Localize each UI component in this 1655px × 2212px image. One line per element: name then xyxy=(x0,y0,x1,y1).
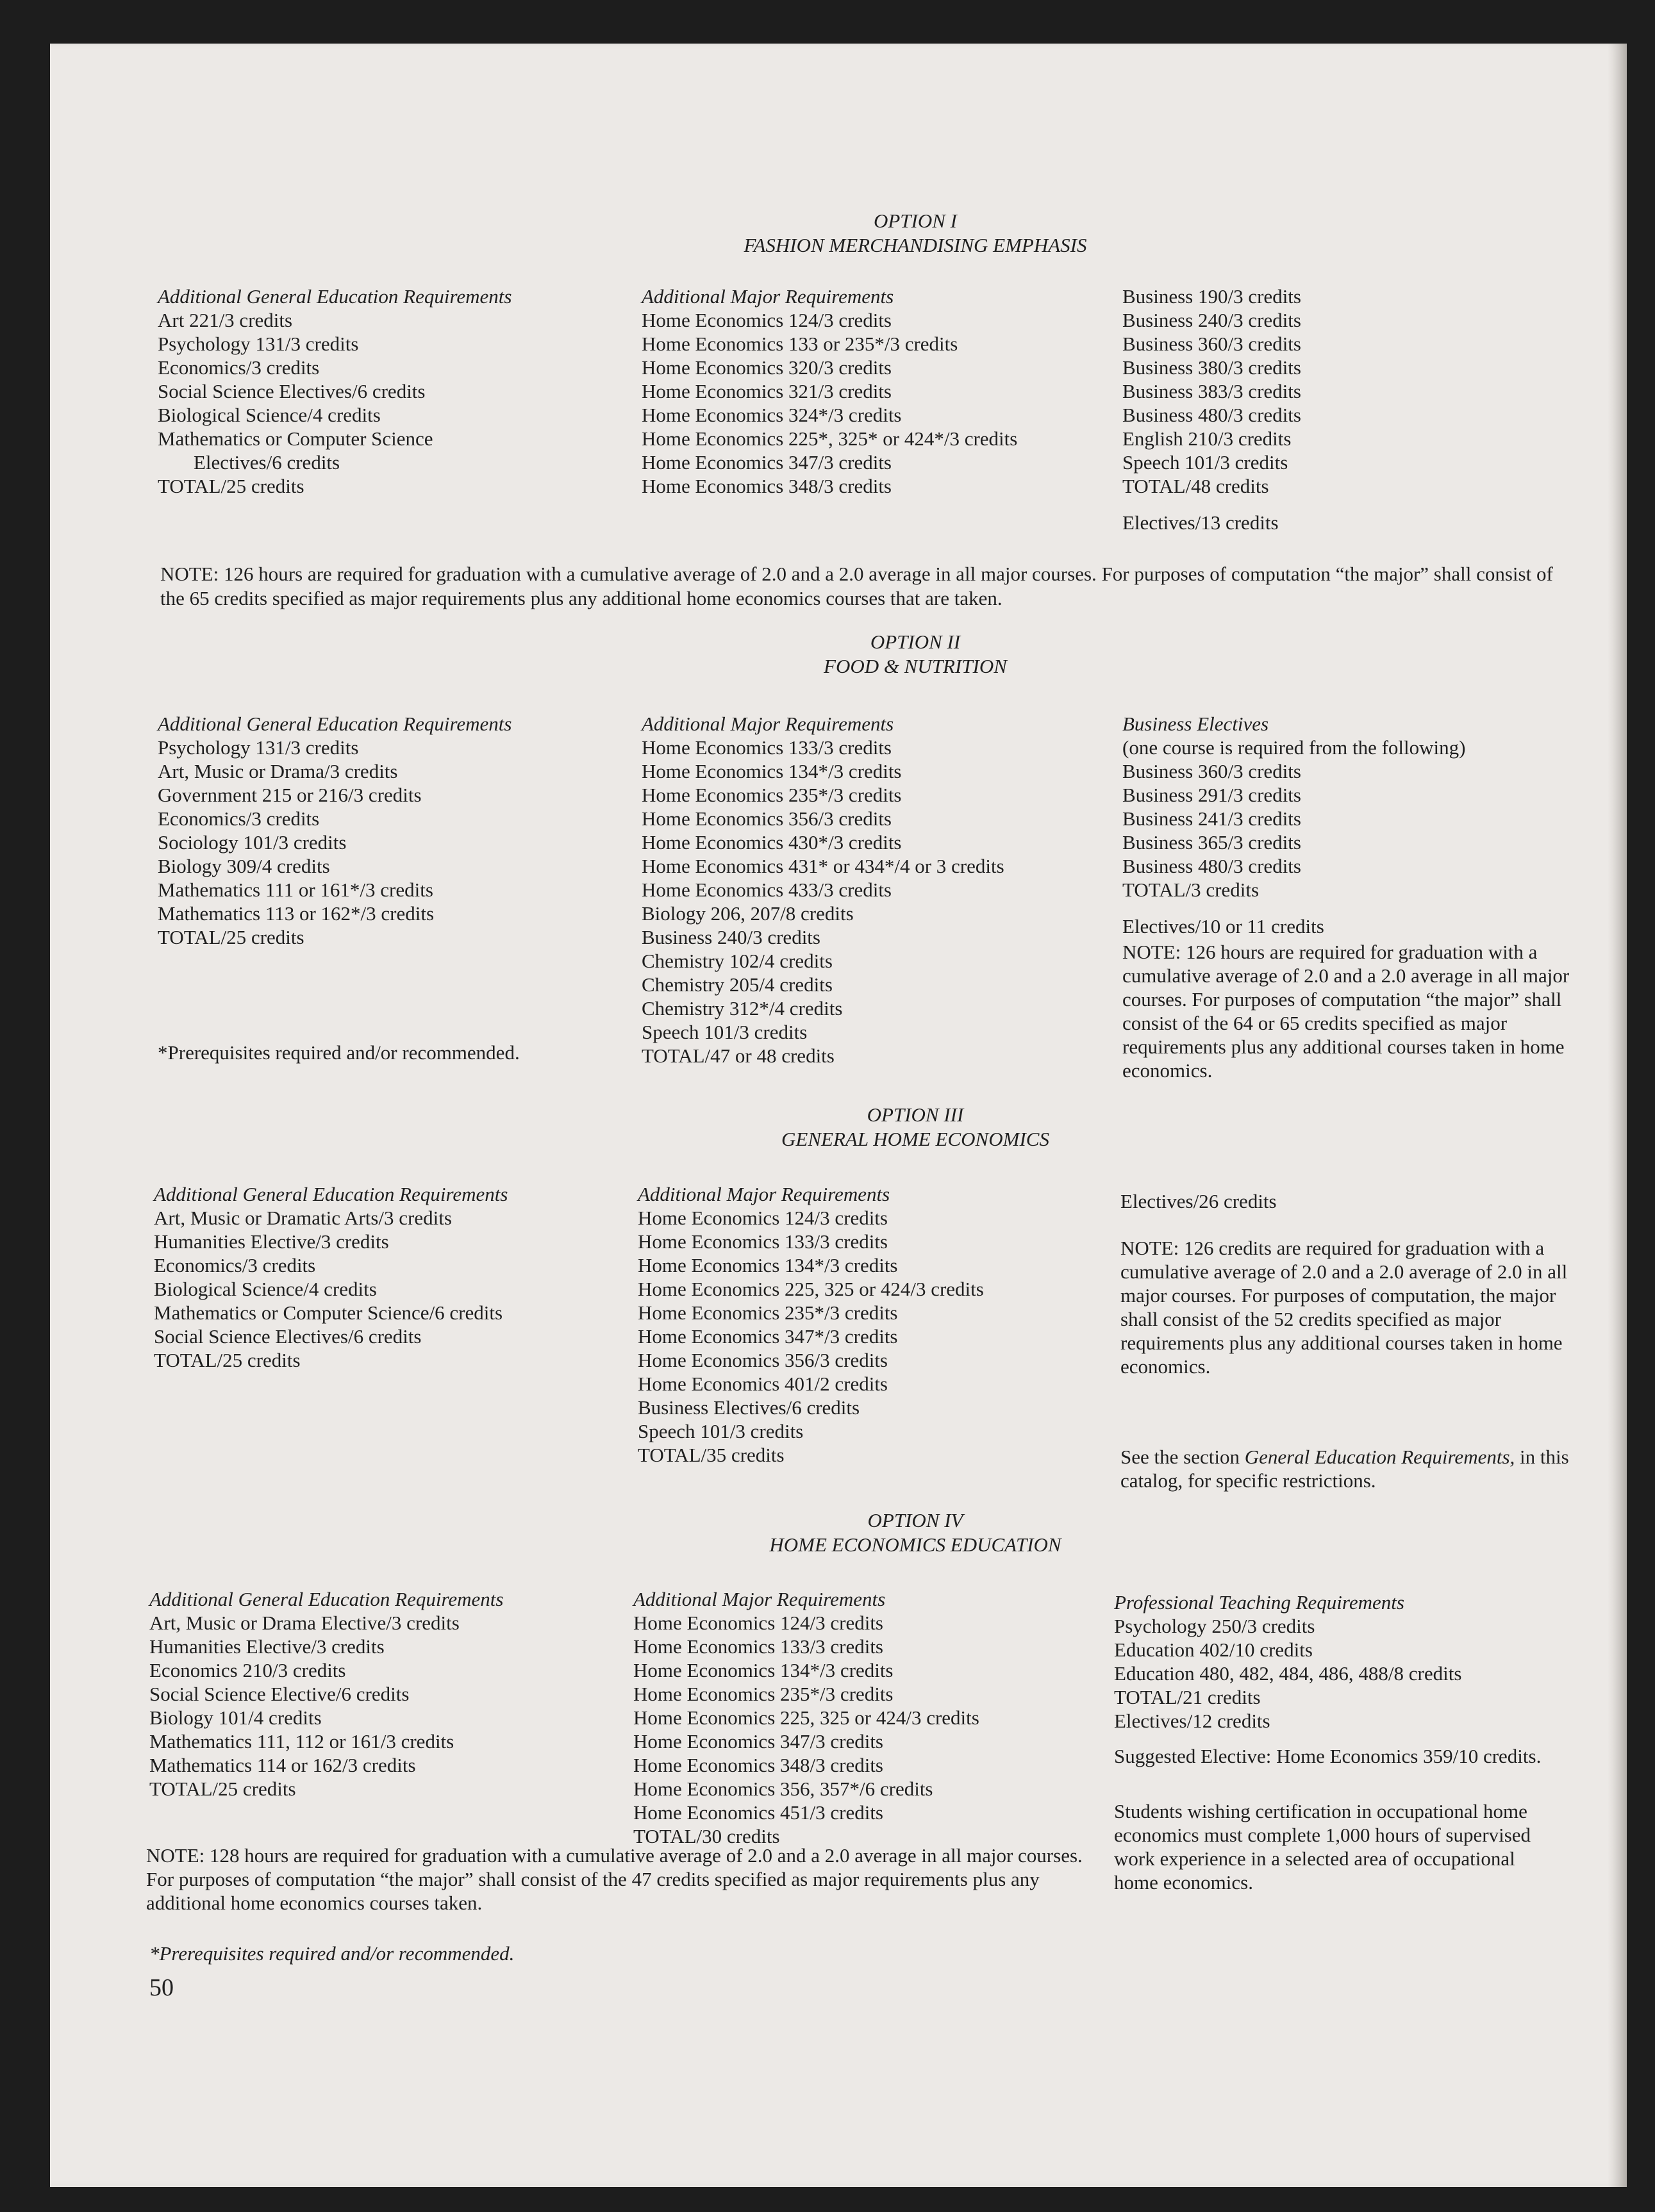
list-item: Home Economics 347*/3 credits xyxy=(638,1325,898,1348)
list-item: Home Economics 133/3 credits xyxy=(642,736,892,759)
list-item: Business 240/3 credits xyxy=(642,926,820,948)
option3-see-section xyxy=(1120,1445,1582,1492)
list-item: Economics/3 credits xyxy=(158,807,320,830)
list-item: Biology 101/4 credits xyxy=(149,1706,322,1729)
list-item: Economics/3 credits xyxy=(154,1254,316,1276)
list-item: Business Electives/6 credits xyxy=(638,1396,860,1419)
col-heading: Additional General Education Requirements xyxy=(158,285,512,308)
option3-heading xyxy=(627,1103,1204,1151)
list-item: TOTAL/25 credits xyxy=(154,1349,301,1371)
col-heading: Additional Major Requirements xyxy=(633,1588,886,1610)
list-item: Home Economics 124/3 credits xyxy=(638,1207,888,1229)
list-item: Chemistry 205/4 credits xyxy=(642,973,833,996)
list-item: Home Economics 225, 325 or 424/3 credits xyxy=(638,1278,984,1300)
list-item: TOTAL/25 credits xyxy=(149,1778,296,1800)
list-item: Business 241/3 credits xyxy=(1122,807,1301,830)
list-item: Home Economics 133/3 credits xyxy=(638,1230,888,1253)
list-item: Business 360/3 credits xyxy=(1122,760,1301,782)
list-item: Speech 101/3 credits xyxy=(638,1420,804,1442)
list-item: English 210/3 credits xyxy=(1122,427,1292,450)
list-item: Mathematics or Computer Science/6 credits xyxy=(154,1301,503,1324)
list-item: Social Science Electives/6 credits xyxy=(154,1325,422,1348)
footnote: *Prerequisites required and/or recommended. xyxy=(149,1942,515,1965)
option2-col2 xyxy=(642,712,1004,1068)
list-item: Home Economics 134*/3 credits xyxy=(638,1254,898,1276)
option-title: HOME ECONOMICS EDUCATION xyxy=(769,1533,1061,1556)
option2-note: NOTE: 126 hours are required for graduation with a cumulative average of 2.0 and a 2.0 average in all major courses. For purposes of computation “the major” shall consist of the 64 or 65 credits specified as major requirements plus any additional courses taken in home economics. xyxy=(1122,941,1570,1082)
col-heading: Additional General Education Requirements xyxy=(158,713,512,735)
list-item: TOTAL/30 credits xyxy=(633,1825,780,1847)
col-heading: Additional General Education Requirements xyxy=(149,1588,504,1610)
catalog-page xyxy=(50,44,1627,2187)
list-item: TOTAL/25 credits xyxy=(158,475,304,497)
col-heading: Additional Major Requirements xyxy=(638,1183,890,1205)
option3-note: NOTE: 126 credits are required for graduation with a cumulative average of 2.0 and a 2.0 average of 2.0 in all major courses. For purposes of computation, the major shall consist of the 52 credits specified as major requirements plus any additional courses taken in home economics. xyxy=(1120,1237,1568,1378)
option4-heading xyxy=(627,1508,1204,1557)
option4-certification-note: Students wishing certification in occupational home economics must complete 1,000 hours of supervised work experience in a selected area of occupational home economics. xyxy=(1114,1800,1531,1894)
list-item: TOTAL/25 credits xyxy=(158,926,304,948)
list-item: Business 240/3 credits xyxy=(1122,309,1301,331)
option1-note: NOTE: 126 hours are required for graduation with a cumulative average of 2.0 and a 2.0 average in all major courses. For purposes of computation “the major” shall consist of the 65 credits specified as major requirements plus any additional home economics courses that are taken. xyxy=(160,563,1553,609)
list-item: Home Economics 134*/3 credits xyxy=(642,760,902,782)
list-item: Biology 206, 207/8 credits xyxy=(642,902,854,925)
list-item: Mathematics or Computer Science xyxy=(158,427,433,450)
list-item: TOTAL/21 credits xyxy=(1114,1686,1261,1708)
option1-heading xyxy=(627,209,1204,258)
list-item: Home Economics 235*/3 credits xyxy=(642,784,902,806)
option1-col2 xyxy=(642,285,1017,498)
electives: Electives/10 or 11 credits xyxy=(1122,915,1324,937)
list-item: Government 215 or 216/3 credits xyxy=(158,784,422,806)
list-item: Social Science Elective/6 credits xyxy=(149,1683,410,1705)
list-item: Home Economics 430*/3 credits xyxy=(642,831,902,854)
col-heading: Additional Major Requirements xyxy=(642,285,894,308)
list-item: Psychology 250/3 credits xyxy=(1114,1615,1315,1637)
option2-footnote: *Prerequisites required and/or recommended. xyxy=(158,1041,520,1064)
option-label: OPTION III xyxy=(867,1103,964,1126)
list-item: Speech 101/3 credits xyxy=(642,1021,808,1043)
list-item: Home Economics 134*/3 credits xyxy=(633,1659,894,1681)
list-item: Home Economics 225*, 325* or 424*/3 credits xyxy=(642,427,1018,450)
list-item: Home Economics 324*/3 credits xyxy=(642,404,902,426)
list-item: Biological Science/4 credits xyxy=(158,404,381,426)
list-item: Humanities Elective/3 credits xyxy=(149,1635,385,1658)
list-item: Mathematics 114 or 162/3 credits xyxy=(149,1754,416,1776)
option-label: OPTION I xyxy=(873,210,958,232)
option4-col3 xyxy=(1114,1590,1461,1733)
list-item: Economics 210/3 credits xyxy=(149,1659,346,1681)
list-item: Home Economics 225, 325 or 424/3 credits xyxy=(633,1706,979,1729)
list-item: Home Economics 356/3 credits xyxy=(642,807,892,830)
list-item: Home Economics 347/3 credits xyxy=(642,451,892,474)
list-item: Art, Music or Dramatic Arts/3 credits xyxy=(154,1207,452,1229)
list-item: Chemistry 312*/4 credits xyxy=(642,997,843,1019)
list-item: Home Economics 124/3 credits xyxy=(633,1612,883,1634)
list-item: Biological Science/4 credits xyxy=(154,1278,377,1300)
list-item: TOTAL/47 or 48 credits xyxy=(642,1044,835,1067)
list-item: Sociology 101/3 credits xyxy=(158,831,347,854)
list-item: Art, Music or Drama Elective/3 credits xyxy=(149,1612,460,1634)
list-item: Psychology 131/3 credits xyxy=(158,736,359,759)
list-item: Biology 309/4 credits xyxy=(158,855,330,877)
list-item: Home Economics 124/3 credits xyxy=(642,309,892,331)
option4-col1 xyxy=(149,1587,503,1801)
option4-note: NOTE: 128 hours are required for graduation with a cumulative average of 2.0 and a 2.0 average in all major courses. For purposes of computation “the major” shall consist of the 47 credits specified as major requirements plus any additional home economics courses taken. xyxy=(146,1844,1083,1914)
list-item: Home Economics 348/3 credits xyxy=(642,475,892,497)
list-item: Home Economics 431* or 434*/4 or 3 credits xyxy=(642,855,1004,877)
option4-col2 xyxy=(633,1587,979,1848)
col-heading: Professional Teaching Requirements xyxy=(1114,1591,1404,1614)
option4-suggested-elective: Suggested Elective: Home Economics 359/10 credits. xyxy=(1114,1745,1542,1767)
option2-col3 xyxy=(1122,712,1465,938)
list-item: Social Science Electives/6 credits xyxy=(158,380,426,402)
list-item: Art 221/3 credits xyxy=(158,309,293,331)
list-item: Mathematics 113 or 162*/3 credits xyxy=(158,902,435,925)
list-item: Business 380/3 credits xyxy=(1122,356,1301,379)
list-item: TOTAL/3 credits xyxy=(1122,879,1260,901)
list-item: Electives/6 credits xyxy=(194,451,340,474)
list-item: Home Economics 235*/3 credits xyxy=(633,1683,894,1705)
list-item: Business 480/3 credits xyxy=(1122,855,1301,877)
option-label: OPTION II xyxy=(870,631,961,653)
list-item: Home Economics 133/3 credits xyxy=(633,1635,883,1658)
option1-col3 xyxy=(1122,285,1301,534)
see-text: in this catalog, for specific restrictions. xyxy=(1120,1446,1569,1492)
list-item: TOTAL/35 credits xyxy=(638,1444,785,1466)
option3-electives: Electives/26 credits xyxy=(1120,1190,1277,1212)
list-item: Business 291/3 credits xyxy=(1122,784,1301,806)
list-item: Home Economics 401/2 credits xyxy=(638,1373,888,1395)
list-item: Mathematics 111, 112 or 161/3 credits xyxy=(149,1730,454,1753)
list-item: Electives/12 credits xyxy=(1114,1710,1270,1732)
option-label: OPTION IV xyxy=(867,1509,963,1531)
list-item: Psychology 131/3 credits xyxy=(158,333,359,355)
option-title: GENERAL HOME ECONOMICS xyxy=(781,1128,1049,1150)
option1-col1 xyxy=(158,285,511,498)
see-section-link-text: General Education Requirements, xyxy=(1244,1446,1515,1468)
list-item: TOTAL/48 credits xyxy=(1122,475,1269,497)
list-item: Business 383/3 credits xyxy=(1122,380,1301,402)
see-text: See the section xyxy=(1120,1446,1245,1468)
list-item: Home Economics 348/3 credits xyxy=(633,1754,883,1776)
list-item: Home Economics 433/3 credits xyxy=(642,879,892,901)
page-number: 50 xyxy=(149,1974,174,2001)
list-item: Home Economics 321/3 credits xyxy=(642,380,892,402)
list-item: Chemistry 102/4 credits xyxy=(642,950,833,972)
col-subheading: (one course is required from the following) xyxy=(1122,736,1466,759)
option3-col1 xyxy=(154,1182,508,1372)
list-item: Speech 101/3 credits xyxy=(1122,451,1288,474)
list-item: Business 190/3 credits xyxy=(1122,285,1301,308)
list-item: Home Economics 235*/3 credits xyxy=(638,1301,898,1324)
list-item: Home Economics 356/3 credits xyxy=(638,1349,888,1371)
list-item: Home Economics 347/3 credits xyxy=(633,1730,883,1753)
list-item: Business 480/3 credits xyxy=(1122,404,1301,426)
option3-col2 xyxy=(638,1182,984,1467)
list-item: Education 402/10 credits xyxy=(1114,1638,1313,1661)
col-heading: Business Electives xyxy=(1122,713,1269,735)
list-item: Economics/3 credits xyxy=(158,356,320,379)
list-item: Home Economics 133 or 235*/3 credits xyxy=(642,333,958,355)
list-item: Home Economics 320/3 credits xyxy=(642,356,892,379)
list-item: Home Economics 451/3 credits xyxy=(633,1801,883,1824)
list-item: Business 360/3 credits xyxy=(1122,333,1301,355)
option-title: FOOD & NUTRITION xyxy=(824,655,1007,677)
col-heading: Additional General Education Requirements xyxy=(154,1183,508,1205)
electives: Electives/13 credits xyxy=(1122,511,1279,534)
list-item: Humanities Elective/3 credits xyxy=(154,1230,389,1253)
list-item: Education 480, 482, 484, 486, 488/8 credits xyxy=(1114,1662,1462,1685)
col-heading: Additional Major Requirements xyxy=(642,713,894,735)
option2-heading xyxy=(627,630,1204,679)
list-item: Home Economics 356, 357*/6 credits xyxy=(633,1778,933,1800)
list-item: Mathematics 111 or 161*/3 credits xyxy=(158,879,433,901)
list-item: Business 365/3 credits xyxy=(1122,831,1301,854)
option2-col1 xyxy=(158,712,511,949)
option-title: FASHION MERCHANDISING EMPHASIS xyxy=(744,234,1087,256)
list-item: Art, Music or Drama/3 credits xyxy=(158,760,398,782)
